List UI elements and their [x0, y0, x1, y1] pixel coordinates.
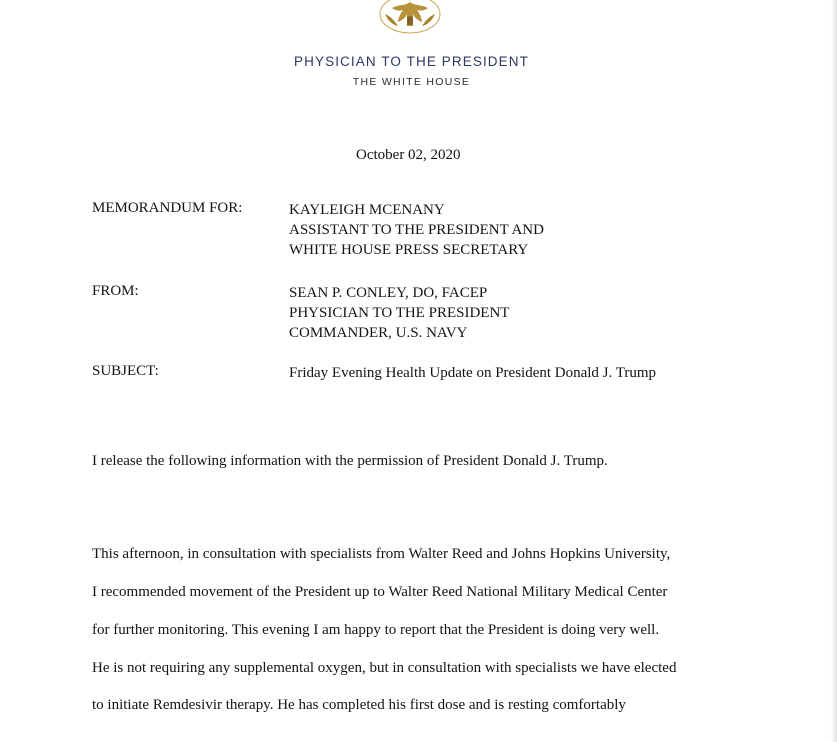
memo-from-line: PHYSICIAN TO THE PRESIDENT [289, 305, 510, 321]
letterhead-title: PHYSICIAN TO THE PRESIDENT [294, 54, 529, 69]
memo-for-line: KAYLEIGH MCENANY [289, 202, 445, 218]
body-line: I recommended movement of the President up to Walter Reed National Military Medical Center [92, 584, 668, 600]
memo-for-label: MEMORANDUM FOR: [92, 200, 243, 216]
page-edge [831, 0, 837, 742]
presidential-seal-icon [376, 0, 444, 36]
memo-from-line: COMMANDER, U.S. NAVY [289, 325, 468, 341]
body-line: He is not requiring any supplemental oxygen, but in consultation with specialists we have elected [92, 660, 677, 676]
memo-subject-label: SUBJECT: [92, 363, 159, 379]
memo-from-label: FROM: [92, 283, 139, 299]
letterhead-subtitle: THE WHITE HOUSE [352, 76, 471, 88]
memo-subject: Friday Evening Health Update on President Donald J. Trump [289, 365, 657, 381]
intro-paragraph: I release the following information with the permission of President Donald J. Trump. [92, 453, 608, 469]
memo-for-line: WHITE HOUSE PRESS SECRETARY [289, 242, 529, 258]
body-line: to initiate Remdesivir therapy. He has completed his first dose and is resting comfortably [92, 697, 626, 713]
body-line: for further monitoring. This evening I am happy to report that the President is doing very well. [92, 622, 660, 638]
memo-from-sender [289, 283, 509, 343]
memo-date: October 02, 2020 [356, 147, 461, 163]
body-line: This afternoon, in consultation with specialists from Walter Reed and Johns Hopkins University, [92, 546, 671, 562]
memo-for-recipient [289, 200, 544, 260]
memo-for-line: ASSISTANT TO THE PRESIDENT AND [289, 222, 544, 238]
memo-from-line: SEAN P. CONLEY, DO, FACEP [289, 285, 488, 301]
